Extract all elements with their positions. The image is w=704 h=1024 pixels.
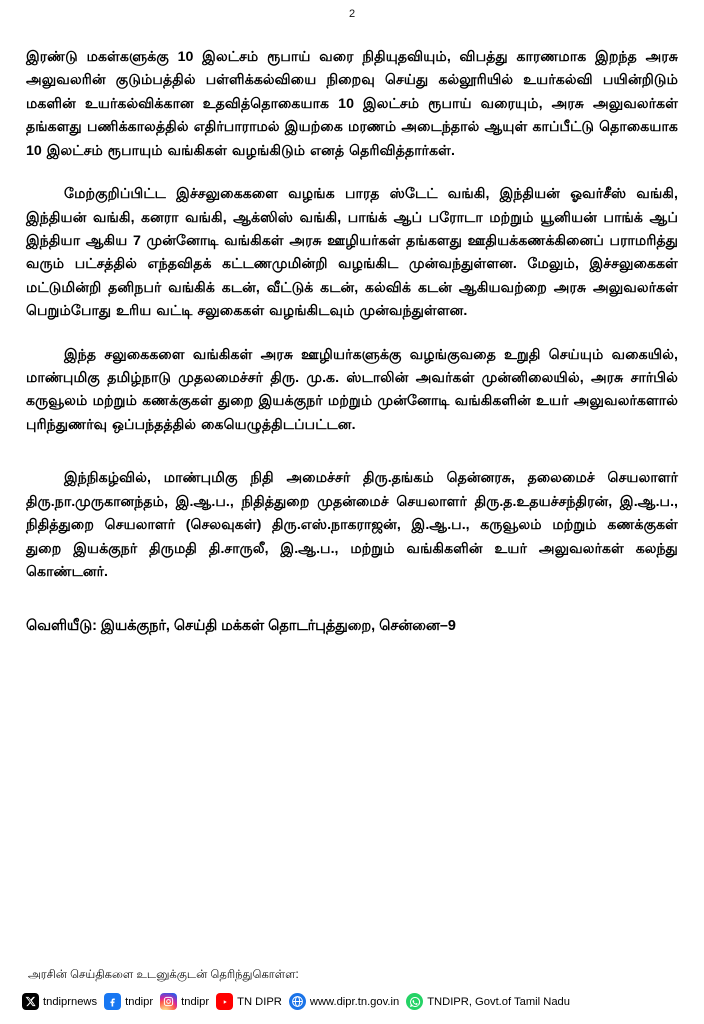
social-link-facebook[interactable] [104,993,153,1010]
social-link-instagram[interactable] [160,993,209,1010]
page-number: 2 [348,8,356,20]
social-link-youtube[interactable] [216,993,282,1010]
whatsapp-icon [406,993,423,1010]
paragraph-3: இந்த சலுகைகளை வங்கிகள் அரசு ஊழியர்களுக்கு வழங்குவதை உறுதி செய்யும் வகையில், மாண்புமிகு தமிழ்நாடு முதலமைச்சர் திரு. மு.க. ஸ்டாலின் அவர்கள் முன்னிலையில், அரசு சார்பில் கருவூலம் மற்றும் கணக்குகள் துறை இயக்குநர் மற்றும் முன்னோடி வங்கிகளின் உயர் அலுவலர்களால் புரிந்துணர்வு ஒப்பந்தத்தில் கையெழுத்திடப்பட்டன. [26,346,678,433]
facebook-icon [104,993,121,1010]
youtube-icon [216,993,233,1010]
social-link-x[interactable] [22,993,97,1010]
social-handle-whatsapp: TNDIPR, Govt.of Tamil Nadu [427,995,570,1008]
social-links-row [22,993,682,1010]
release-line: வெளியீடு: இயக்குநர், செய்தி மக்கள் தொடர்புத்துறை, சென்னை–9 [26,618,456,635]
paragraph-2: மேற்குறிப்பிட்ட இச்சலுகைகளை வழங்க பாரத ஸ்டேட் வங்கி, இந்தியன் ஓவர்சீஸ் வங்கி, இந்தியன் வங்கி, கனரா வங்கி, ஆக்ஸிஸ் வங்கி, பாங்க் ஆப் பரோடா மற்றும் யூனியன் பாங்க் ஆப் இந்தியா ஆகிய 7 முன்னோடி வங்கிகள் அரசு ஊழியர்கள் தங்களது ஊதியக்கணக்கினைப் பராமரித்து வரும் பட்சத்தில் எந்தவிதக் கட்டணமுமின்றி வழங்கிட முன்வந்துள்ளன. மேலும், இச்சலுகைகள் மட்டுமின்றி தனிநபர் வங்கிக் கடன், வீட்டுக் கடன், கல்விக் கடன் ஆகியவற்றை அரசு அலுவலர்கள் பெறும்போது உரிய வட்டி சலுகைகள் வழங்கிடவும் முன்வந்துள்ளன. [26,186,678,320]
instagram-icon [160,993,177,1010]
paragraph-4: இந்நிகழ்வில், மாண்புமிகு நிதி அமைச்சர் திரு.தங்கம் தென்னரசு, தலைமைச் செயலாளர் திரு.நா.முருகானந்தம், இ.ஆ.ப., நிதித்துறை முதன்மைச் செயலாளர் திரு.த.உதயச்சந்திரன், இ.ஆ.ப., நிதித்துறை செயலாளர் (செலவுகள்) திரு.எஸ்.நாகராஜன், இ.ஆ.ப., கருவூலம் மற்றும் கணக்குகள் துறை இயக்குநர் திருமதி தி.சாருலீ, இ.ஆ.ப., மற்றும் வங்கிகளின் உயர் அலுவலர்கள் கலந்து கொண்டனர். [26,470,678,581]
social-link-website[interactable] [289,993,399,1010]
social-link-whatsapp[interactable] [406,993,570,1010]
social-handle-facebook: tndipr [125,995,154,1008]
document-body [0,46,704,638]
paragraph-1: இரண்டு மகள்களுக்கு 10 இலட்சம் ரூபாய் வரை நிதியுதவியும், விபத்து காரணமாக இறந்த அரசு அலுவலரின் குடும்பத்தில் பள்ளிக்கல்வியை நிறைவு செய்து கல்லூரியில் உயர்கல்வி பயின்றிடும் மகளின் உயர்கல்விக்கான உதவித்தொகையாக 10 இலட்சம் ரூபாய் வரையும், அரசு அலுவலர்கள் தங்களது பணிக்காலத்தில் எதிர்பாராமல் இயற்கை மரணம் அடைந்தால் ஆயுள் காப்பீட்டு தொகையாக 10 இலட்சம் ரூபாயும் வங்கிகள் வழங்கிடும் எனத் தெரிவித்தார்கள். [26,49,678,159]
social-handle-instagram: tndipr [181,995,210,1008]
globe-icon [289,993,306,1010]
footer-note: அரசின் செய்திகளை உடனுக்குடன் தெரிந்துகொள்ள: [28,969,299,981]
footer [0,969,704,1010]
social-handle-x: tndiprnews [43,995,98,1008]
social-handle-website: www.dipr.tn.gov.in [309,995,400,1008]
x-twitter-icon [22,993,39,1010]
social-handle-youtube: TN DIPR [237,995,282,1008]
